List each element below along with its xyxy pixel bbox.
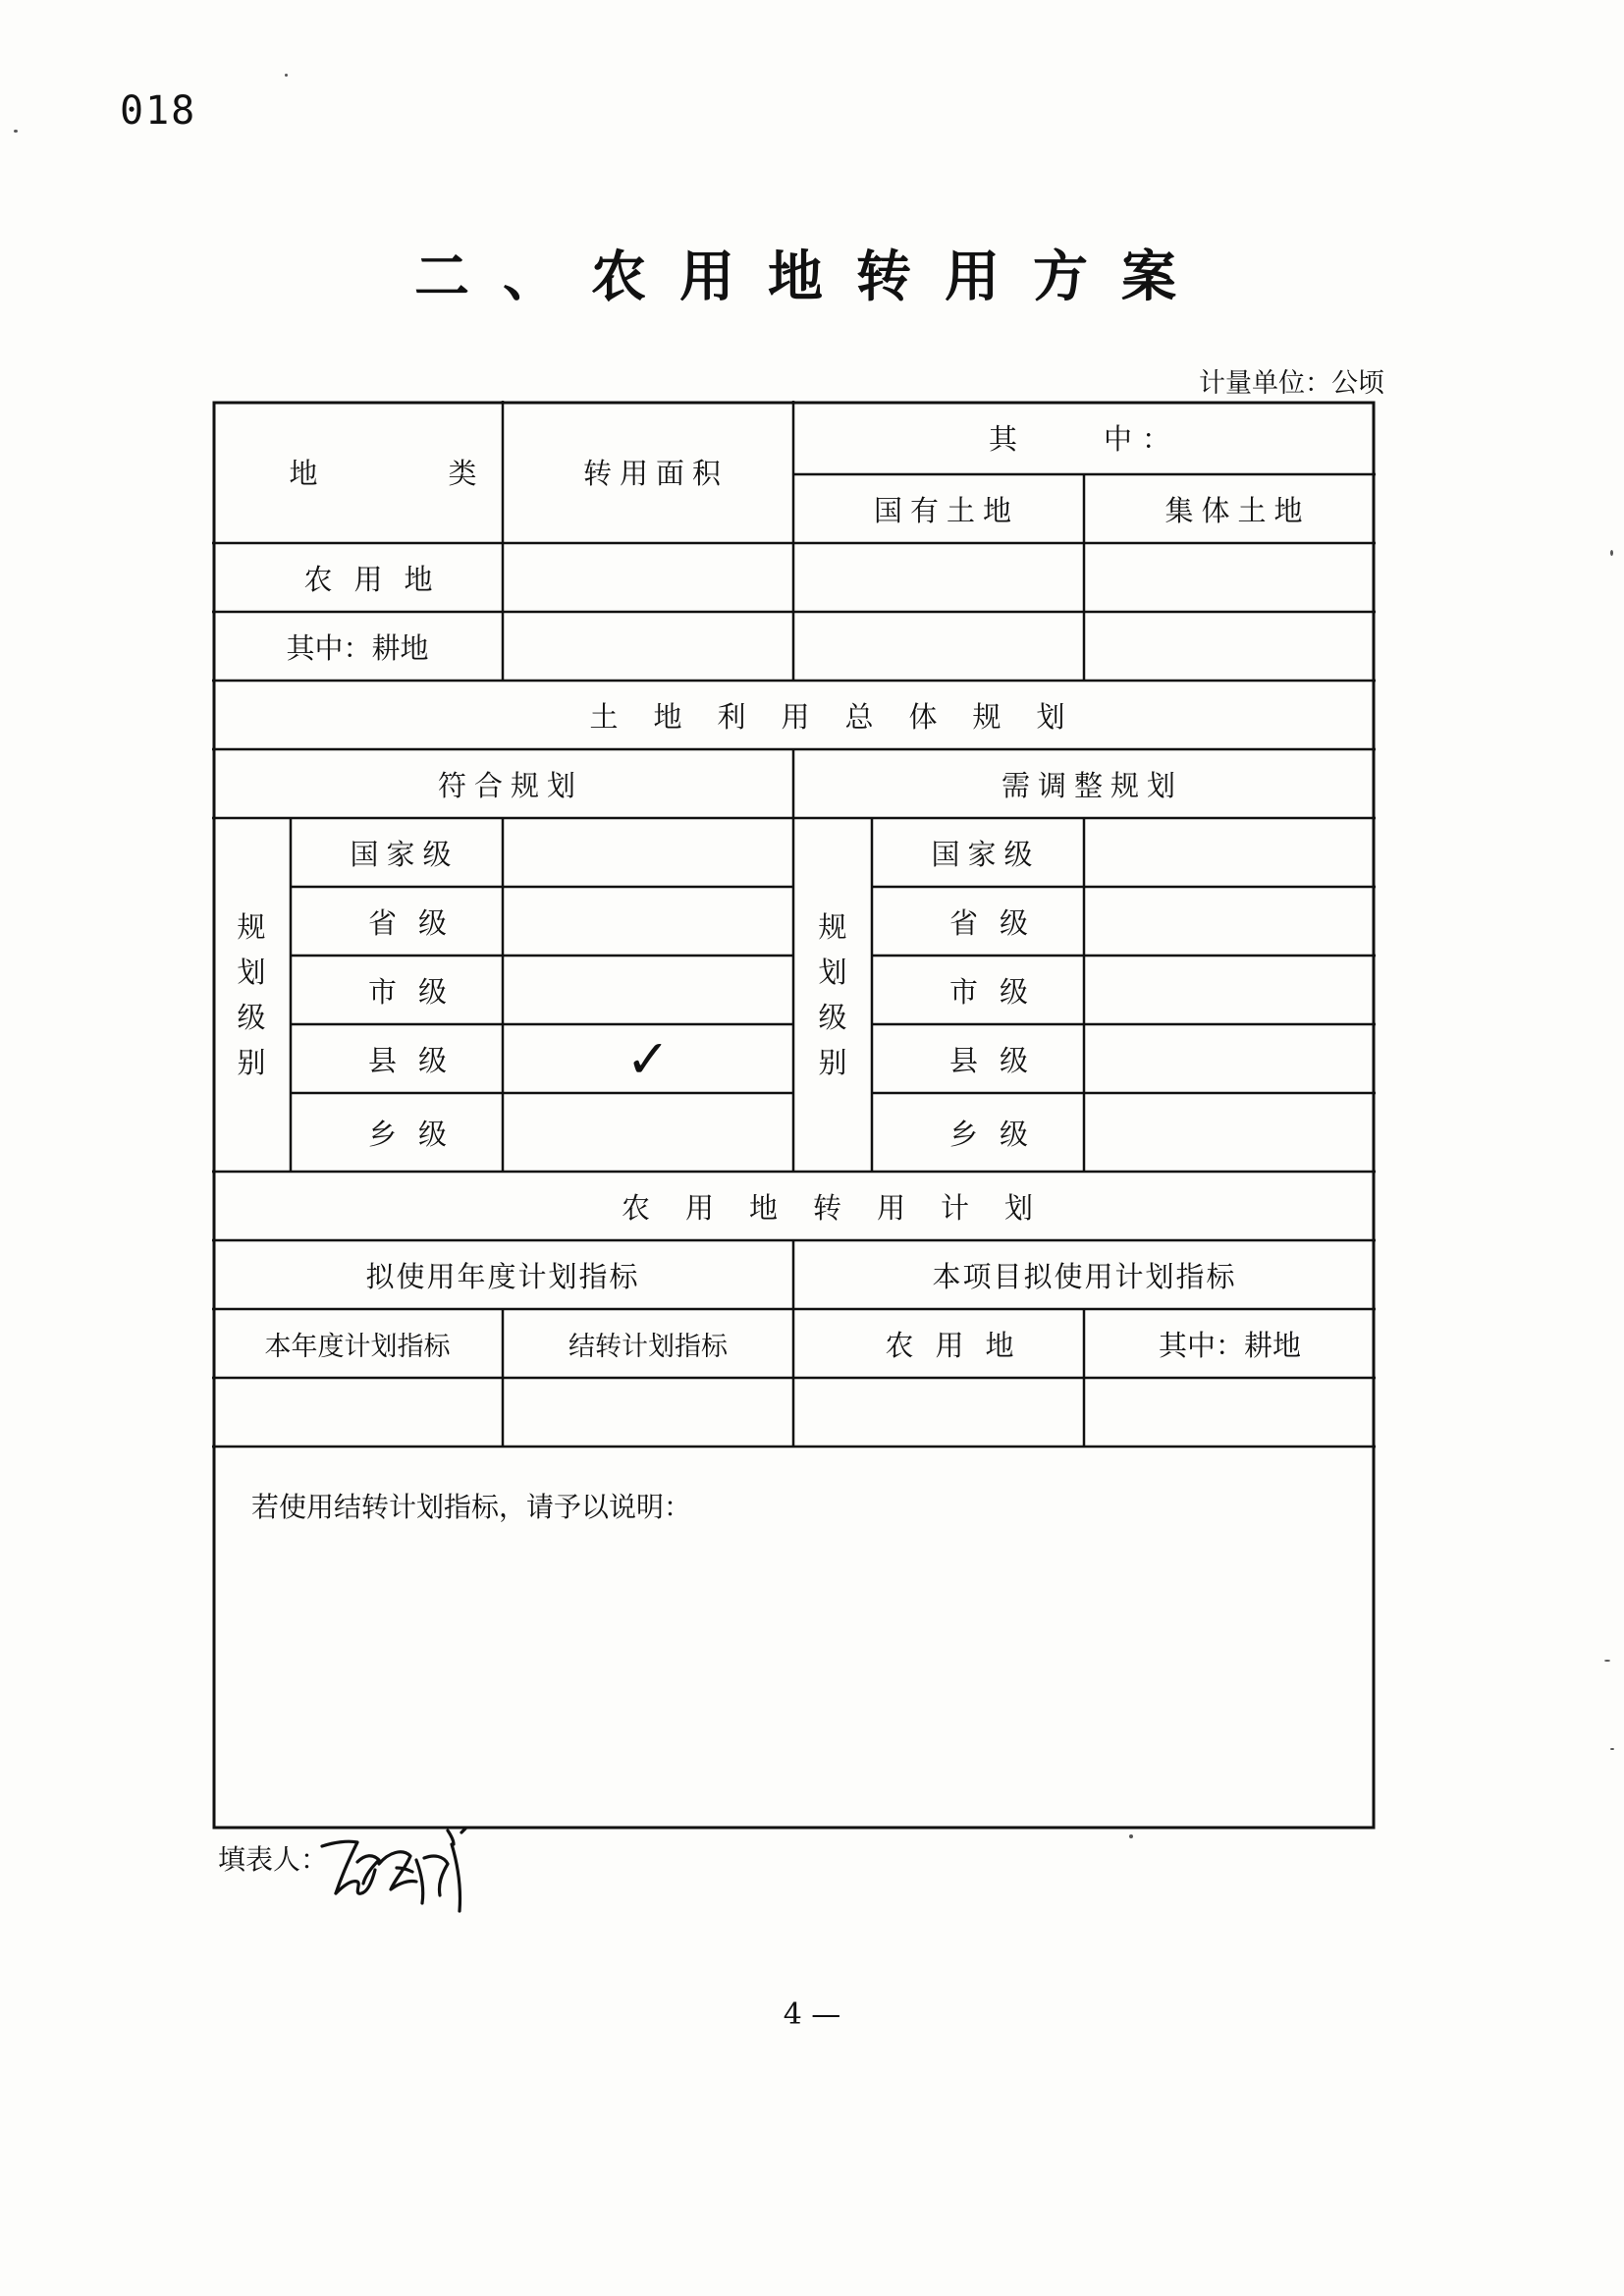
- page-footer-number: 4 —: [783, 1997, 841, 2032]
- conversion-form-table: [212, 401, 1376, 1830]
- level-group-label-conforming: [212, 818, 291, 1172]
- check-mark: ✓: [625, 1027, 671, 1090]
- scan-speck: [1610, 550, 1613, 556]
- value-current-year: [212, 1378, 503, 1447]
- header-converted-area: 转用面积: [582, 457, 729, 490]
- project-heading: 本项目拟使用计划指标: [932, 1259, 1237, 1293]
- adjust-level-provincial: 省级: [948, 905, 1050, 940]
- page-number-top: 018: [120, 88, 197, 134]
- adjust-mark-township: [1084, 1093, 1376, 1172]
- filler-label: 填表人：: [218, 1843, 329, 1876]
- cultivated-collective-value: [1084, 612, 1376, 681]
- conversion-plan-heading: 农用地转用计划: [621, 1190, 1068, 1225]
- level-group-label-adjust: [793, 818, 872, 1172]
- adjust-heading: 需调整规划: [1001, 768, 1183, 802]
- adjust-mark-national: [1084, 818, 1376, 887]
- scan-speck: [1610, 1748, 1614, 1750]
- carryover-note-label: 若使用结转计划指标，请予以说明：: [251, 1491, 692, 1523]
- planned-annual-heading: 拟使用年度计划指标: [365, 1259, 640, 1293]
- adjust-mark-provincial: [1084, 887, 1376, 956]
- cultivated-state-value: [793, 612, 1084, 681]
- level-group-char: 规: [818, 910, 847, 944]
- conforming-level-national: 国家级: [350, 837, 460, 871]
- header-collective-land: 集体土地: [1164, 493, 1311, 527]
- conforming-level-municipal: 市级: [367, 974, 468, 1009]
- conforming-mark-municipal: [503, 956, 793, 1024]
- level-group-char: 级: [237, 1001, 266, 1034]
- header-state-land: 国有土地: [873, 493, 1019, 527]
- conforming-level-provincial: 省级: [367, 905, 468, 940]
- scan-speck: [1129, 1834, 1133, 1838]
- adjust-level-township: 乡级: [948, 1117, 1050, 1151]
- level-group-char: 规: [237, 910, 266, 944]
- header-land-type: 地 类: [289, 457, 528, 490]
- adjust-mark-county: [1084, 1024, 1376, 1093]
- col-farmland: 农用地: [885, 1328, 1036, 1362]
- level-group-char: 级: [818, 1001, 847, 1034]
- conforming-level-county: 县级: [367, 1043, 468, 1077]
- farmland-collective-value: [1084, 543, 1376, 612]
- col-carryover: 结转计划指标: [568, 1331, 728, 1362]
- handwritten-signature: [314, 1825, 481, 1918]
- level-group-char: 别: [237, 1046, 266, 1079]
- adjust-level-municipal: 市级: [948, 974, 1050, 1009]
- plan-heading: 土地利用总体规划: [589, 699, 1101, 734]
- value-cultivated: [1084, 1378, 1376, 1447]
- scan-speck: [14, 130, 18, 133]
- conforming-level-township: 乡级: [367, 1117, 468, 1151]
- col-current-year: 本年度计划指标: [264, 1331, 451, 1362]
- level-group-char: 划: [818, 956, 847, 989]
- unit-label: 计量单位：公顷: [1199, 368, 1384, 399]
- cultivated-area-value: [503, 612, 793, 681]
- adjust-level-national: 国家级: [931, 837, 1041, 871]
- value-carryover: [503, 1378, 793, 1447]
- adjust-mark-municipal: [1084, 956, 1376, 1024]
- col-cultivated: 其中：耕地: [1158, 1328, 1301, 1362]
- value-farmland: [793, 1378, 1084, 1447]
- conforming-mark-provincial: [503, 887, 793, 956]
- level-group-char: 别: [818, 1046, 847, 1079]
- farmland-area-value: [503, 543, 793, 612]
- farmland-state-value: [793, 543, 1084, 612]
- document-title: 二、农用地转用方案: [414, 246, 1210, 309]
- header-of-which: 其 中：: [988, 422, 1180, 456]
- row-label-farmland: 农用地: [303, 562, 455, 596]
- row-label-cultivated: 其中：耕地: [286, 630, 429, 665]
- scan-speck: [285, 74, 288, 77]
- level-group-char: 划: [237, 956, 266, 989]
- scan-speck: [1604, 1660, 1610, 1662]
- adjust-level-county: 县级: [948, 1043, 1050, 1077]
- conforming-mark-township: [503, 1093, 793, 1172]
- conforming-mark-national: [503, 818, 793, 887]
- conforming-heading: 符合规划: [437, 768, 583, 802]
